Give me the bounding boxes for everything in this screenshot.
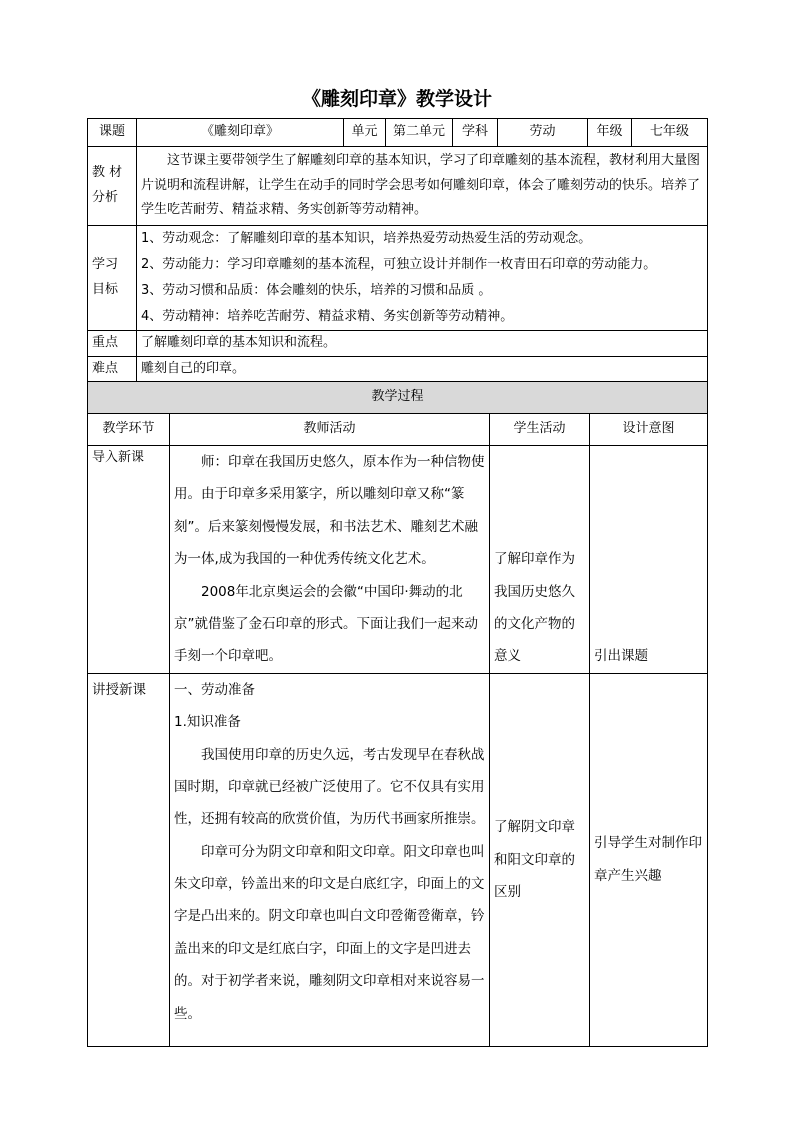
analysis-text: 这节课主要带领学生了解雕刻印章的基本知识，学习了印章雕刻的基本流程，教材利用大量图片说明和流程讲解，让学生在动手的同时学会思考如何雕刻印章，体会了雕刻劳动的快乐。培养了学生吃苦耐劳、精益求精、务实创新等劳动精神。 [141, 152, 701, 218]
table-row [88, 446, 708, 674]
teacher-activity-cell [170, 446, 490, 674]
grade-value: 七年级 [632, 119, 708, 147]
column-header-intent: 设计意图 [590, 414, 708, 446]
subject-value: 劳动 [498, 119, 588, 147]
lesson-info-table [87, 118, 708, 383]
teacher-activity-cell [170, 673, 490, 1046]
goal-item: 4、劳动精神：培养吃苦耐劳、精益求精、务实创新等劳动精神。 [141, 309, 514, 324]
goals-label-line2: 目标 [92, 282, 119, 297]
goals-label [88, 226, 137, 331]
teacher-paragraph: 师：印章在我国历史悠久，原本作为一种信物使用。由于印章多采用篆字，所以雕刻印章又称“篆刻”。后来篆刻慢慢发展，和书法艺术、雕刻艺术融为一体,成为我国的一种优秀传统文化艺术。 [174, 454, 485, 568]
difficulty-text: 雕刻自己的印章。 [137, 357, 708, 383]
student-activity-cell: 了解印章作为我国历史悠久的文化产物的意义 [490, 446, 590, 674]
analysis-label-line1: 教 材 [92, 165, 123, 181]
process-table [87, 381, 708, 1047]
goals-label-line1: 学习 [92, 257, 119, 273]
unit-label: 单元 [344, 119, 386, 147]
lesson-label: 课题 [88, 119, 137, 147]
analysis-label [88, 147, 137, 226]
analysis-label-line2: 分析 [92, 190, 119, 205]
subject-label: 学科 [453, 119, 498, 147]
design-intent-cell: 引出课题 [590, 446, 708, 674]
table-row [88, 673, 708, 1046]
teacher-paragraph: 我国使用印章的历史久远，考古发现早在春秋战国时期，印章就已经被广泛使用了。它不仅具有实用性，还拥有较高的欣赏价值，为历代书画家所推崇。 [174, 746, 485, 828]
goals-list [137, 226, 708, 331]
column-header-teacher: 教师活动 [170, 414, 490, 446]
difficulty-label: 难点 [88, 357, 137, 383]
document-title: 《雕刻印章》教学设计 [301, 88, 492, 110]
goal-item: 3、劳动习惯和品质：体会雕刻的快乐，培养的习惯和品质 。 [141, 283, 492, 298]
process-header: 教学过程 [88, 382, 708, 414]
student-activity-cell: 了解阴文印章和阳文印章的区别 [490, 673, 590, 1046]
key-label: 重点 [88, 331, 137, 357]
stage-cell: 讲授新课 [88, 673, 170, 1046]
teacher-paragraph: 印章可分为阴文印章和阳文印章。阳文印章也叫朱文印章，钤盖出来的印文是白底红字，印面上的文字是凸出来的。阴文印章也叫白文印卺衛卺衛章，钤盖出来的印文是红底白字，印面上的文字是凹进去的。对于初学者来说，雕刻阴文印章相对来说容易一些。 [174, 843, 485, 1022]
column-header-student: 学生活动 [490, 414, 590, 446]
design-intent-cell: 引导学生对制作印章产生兴趣 [590, 673, 708, 1046]
lesson-value: 《雕刻印章》 [137, 119, 344, 147]
goal-item: 1、劳动观念：了解雕刻印章的基本知识，培养热爱劳动热爱生活的劳动观念。 [141, 231, 592, 246]
stage-cell: 导入新课 [88, 446, 170, 674]
column-header-stage: 教学环节 [88, 414, 170, 446]
teacher-subheading: 1.知识准备 [174, 714, 241, 731]
teacher-paragraph: 2008年北京奥运会的会徽“中国印·舞动的北京”就借鉴了金石印章的形式。下面让我们一起来动手刻一个印章吧。 [174, 583, 478, 665]
teacher-heading: 一、劳动准备 [174, 681, 255, 698]
analysis-text-cell [137, 147, 708, 226]
grade-label: 年级 [588, 119, 632, 147]
goal-item: 2、劳动能力：学习印章雕刻的基本流程，可独立设计并制作一枚青田石印章的劳动能力。 [141, 257, 657, 272]
key-text: 了解雕刻印章的基本知识和流程。 [137, 331, 708, 357]
unit-value: 第二单元 [386, 119, 453, 147]
